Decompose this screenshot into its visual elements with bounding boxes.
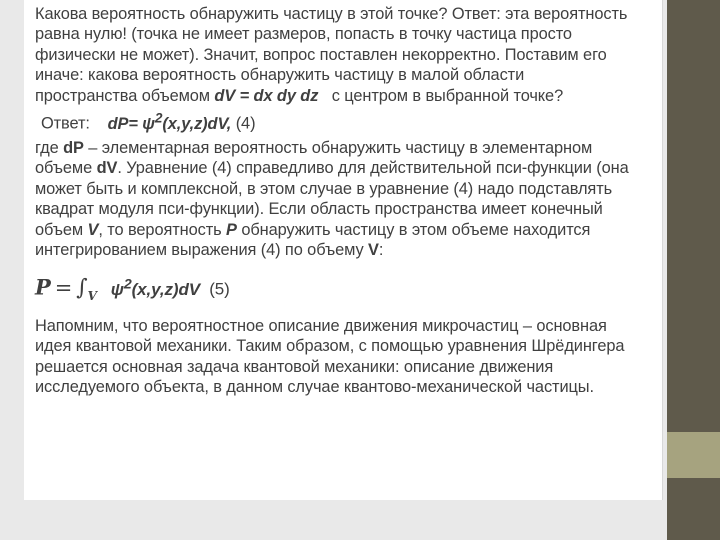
explanation-text-4: , то вероятность	[98, 220, 227, 239]
explanation-text-5: обнаружить частицу в этом объеме находится интегрированием выражения (4) по объему	[35, 220, 591, 259]
formula-integrand	[110, 276, 200, 299]
formula-psi: ψ	[110, 280, 124, 299]
term-V: V	[87, 220, 99, 239]
term-P: P	[226, 220, 237, 239]
question-tail: с центром в выбранной точке?	[331, 86, 564, 105]
formula-lhs: P	[35, 275, 51, 300]
formula-power: 2	[123, 276, 132, 293]
integral-subscript: V	[87, 289, 97, 303]
term-dV: dV	[96, 159, 118, 178]
slide-content	[35, 4, 630, 398]
formula-args: (x,y,z)dV	[131, 280, 200, 299]
term-dP: dP	[63, 138, 84, 157]
answer-equation-number: (4)	[235, 114, 256, 133]
integral-icon: ∫	[76, 276, 88, 301]
explanation-text-3: . Уравнение (4) справедливо для действительной пси-функции (она может быть и комплексной, в этом случае в уравнение (4) надо подставлять квадрат модуля пси-функции). Если область пространства имеет конечный объем	[35, 159, 629, 239]
term-V-2: V	[368, 240, 379, 259]
explanation-text-1: где	[35, 138, 64, 157]
formula-5	[35, 270, 630, 310]
explanation-text-6: :	[378, 240, 384, 259]
paragraph-explanation	[35, 138, 630, 260]
answer-formula-args: (x,y,z)dV,	[162, 114, 232, 133]
answer-label: Ответ:	[41, 114, 90, 133]
question-text: Какова вероятность обнаружить частицу в этой точке? Ответ: эта вероятность равна нулю! (точка не имеет размеров, попасть в точку частица просто физически не может). Значит, вопрос поставлен некорректно. Поставим его иначе: какова вероятность обнаружить частицу в малой области пространства объемом	[35, 5, 628, 105]
answer-formula	[107, 110, 232, 133]
paragraph-question	[35, 4, 630, 106]
decor-bar-top	[667, 0, 720, 432]
paragraph-conclusion: Напомним, что вероятностное описание движения микрочастиц – основная идея квантовой механики. Таким образом, с помощью уравнения Шрёдингера решается основная задача квантовой механики: описание движения исследуемого объекта, в данном случае квантово-механической частицы.	[35, 317, 625, 397]
formula-equals: =	[54, 276, 73, 300]
answer-line	[35, 108, 630, 134]
explanation-text-2: – элементарная вероятность обнаружить частицу в элементарном объеме	[35, 138, 593, 178]
decor-bar-bottom	[667, 478, 720, 540]
formula-equation-number: (5)	[209, 280, 230, 299]
volume-expression: dV = dx dy dz	[214, 86, 319, 105]
decor-bar-accent	[667, 432, 720, 478]
answer-formula-power: 2	[154, 110, 163, 126]
answer-formula-lhs: dP= ψ	[107, 114, 155, 133]
